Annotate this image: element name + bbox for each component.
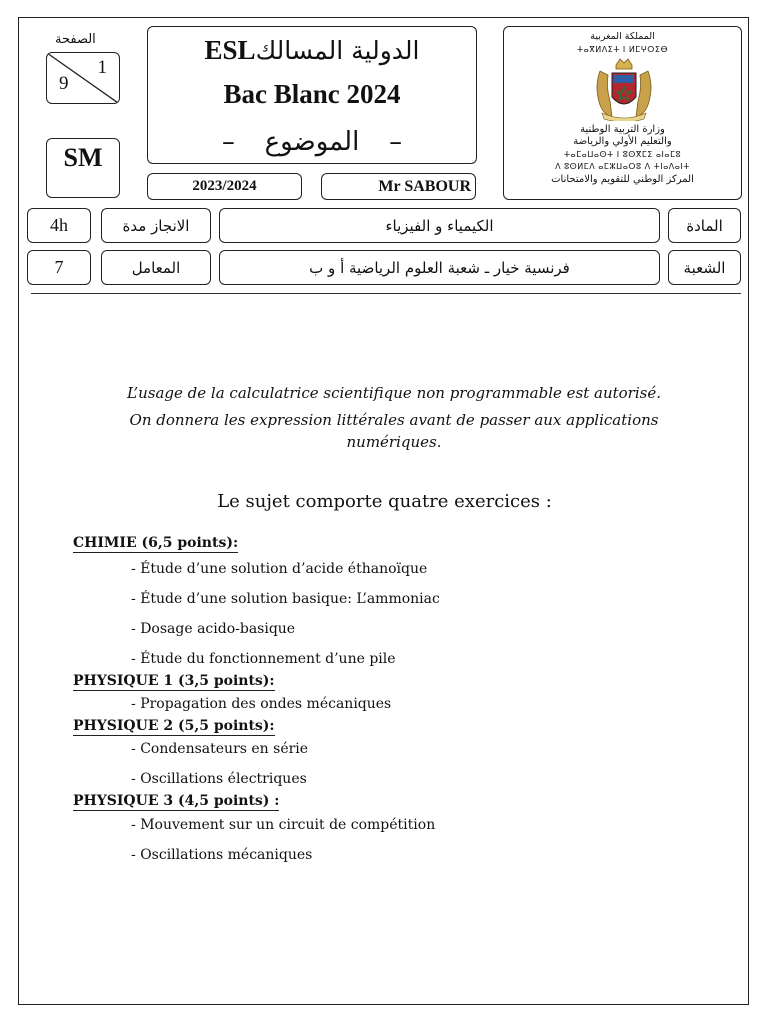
exam-page: [18, 17, 749, 1005]
header-separator: [31, 293, 741, 294]
item-label: Oscillations électriques: [140, 771, 307, 787]
page-diagonal-divider: [47, 53, 120, 104]
branch-label: الشعبة: [668, 250, 741, 285]
title-arabic: الدولية المسالك: [255, 36, 420, 65]
stream-code-box: SM: [46, 138, 120, 198]
coefficient-label: المعامل: [101, 250, 211, 285]
subject-heading-label: الموضوع: [264, 127, 360, 157]
list-item: [131, 847, 312, 863]
list-item: [131, 696, 391, 712]
kingdom-tifinagh: ⵜⴰⴳⵍⴷⵉⵜ ⵏ ⵍⵎⵖⵔⵉⴱ: [576, 45, 669, 54]
branch-value: فرنسية خيار ـ شعبة العلوم الرياضية أ و ب: [219, 250, 660, 285]
sujet-intro: Le sujet comporte quatre exercices :: [217, 491, 552, 512]
dash-right: –: [389, 127, 403, 157]
exam-title: Bac Blanc 2024: [223, 79, 401, 109]
bullet: -: [131, 817, 136, 833]
item-label: Mouvement sur un circuit de compétition: [140, 817, 436, 833]
duration-label: الانجاز مدة: [101, 208, 211, 243]
page-current: 1: [97, 57, 107, 78]
subject-heading: [148, 127, 476, 157]
dash-left: –: [221, 127, 235, 157]
title-latin: ESL: [204, 35, 256, 65]
section-title-physique-3: PHYSIQUE 3 (4,5 points) :: [73, 793, 280, 809]
kingdom-arabic: المملكة المغربية: [590, 31, 655, 42]
school-year-box: 2023/2024: [147, 173, 302, 200]
calculator-note: L’usage de la calculatrice scientifique non programmable est autorisé.: [126, 384, 661, 402]
center-arabic: المركز الوطني للتقويم والامتحانات: [551, 174, 694, 185]
item-label: Étude d’une solution basique: L’ammoniac: [140, 591, 440, 607]
ministry-tifinagh-1: ⵜⴰⵎⴰⵡⴰⵙⵜ ⵏ ⵓⵙⴳⵎⵉ ⴰⵏⴰⵎⵓ: [563, 150, 682, 159]
coat-of-arms-icon: [590, 57, 658, 121]
item-label: Étude du fonctionnement d’une pile: [140, 651, 396, 667]
section-title-physique-2: PHYSIQUE 2 (5,5 points):: [73, 718, 275, 734]
item-label: Oscillations mécaniques: [140, 847, 313, 863]
ministry-tifinagh-2: ⴷ ⵓⵙⵍⵎⴷ ⴰⵎⵣⵡⴰⵔⵓ ⴷ ⵜⵏⴰⴷⴰⵏⵜ: [555, 162, 690, 171]
ministry-arabic-2: والتعليم الأولي والرياضة: [573, 136, 672, 147]
bullet: -: [131, 651, 136, 667]
list-item: [131, 591, 440, 607]
subject-label: المادة: [668, 208, 741, 243]
list-item: [131, 741, 308, 757]
list-item: [131, 771, 307, 787]
title-school: [148, 35, 476, 66]
item-label: Dosage acido-basique: [140, 621, 296, 637]
item-label: Propagation des ondes mécaniques: [140, 696, 392, 712]
subject-value: الكيمياء و الفيزياء: [219, 208, 660, 243]
page-number-box: [46, 52, 120, 104]
bullet: -: [131, 741, 136, 757]
ministry-logo-box: [503, 26, 742, 200]
coefficient-value: 7: [27, 250, 91, 285]
bullet: -: [131, 591, 136, 607]
section-title-physique-1: PHYSIQUE 1 (3,5 points):: [73, 673, 275, 689]
list-item: [131, 621, 295, 637]
duration-value: 4h: [27, 208, 91, 243]
bullet: -: [131, 561, 136, 577]
list-item: [131, 561, 427, 577]
expressions-note: On donnera les expression littérales avant de passer aux applications numériques.: [129, 411, 659, 451]
ministry-arabic-1: وزارة التربية الوطنية: [580, 124, 665, 135]
page-label: الصفحة: [55, 32, 96, 47]
exam-title-box: [147, 26, 477, 164]
bullet: -: [131, 847, 136, 863]
list-item: [131, 817, 435, 833]
bullet: -: [131, 696, 136, 712]
author-box: Mr SABOUR: [321, 173, 476, 200]
bullet: -: [131, 771, 136, 787]
section-title-chimie: CHIMIE (6,5 points):: [73, 535, 239, 551]
list-item: [131, 651, 396, 667]
item-label: Condensateurs en série: [140, 741, 309, 757]
bullet: -: [131, 621, 136, 637]
page-total: 9: [59, 73, 69, 94]
item-label: Étude d’une solution d’acide éthanoïque: [140, 561, 428, 577]
